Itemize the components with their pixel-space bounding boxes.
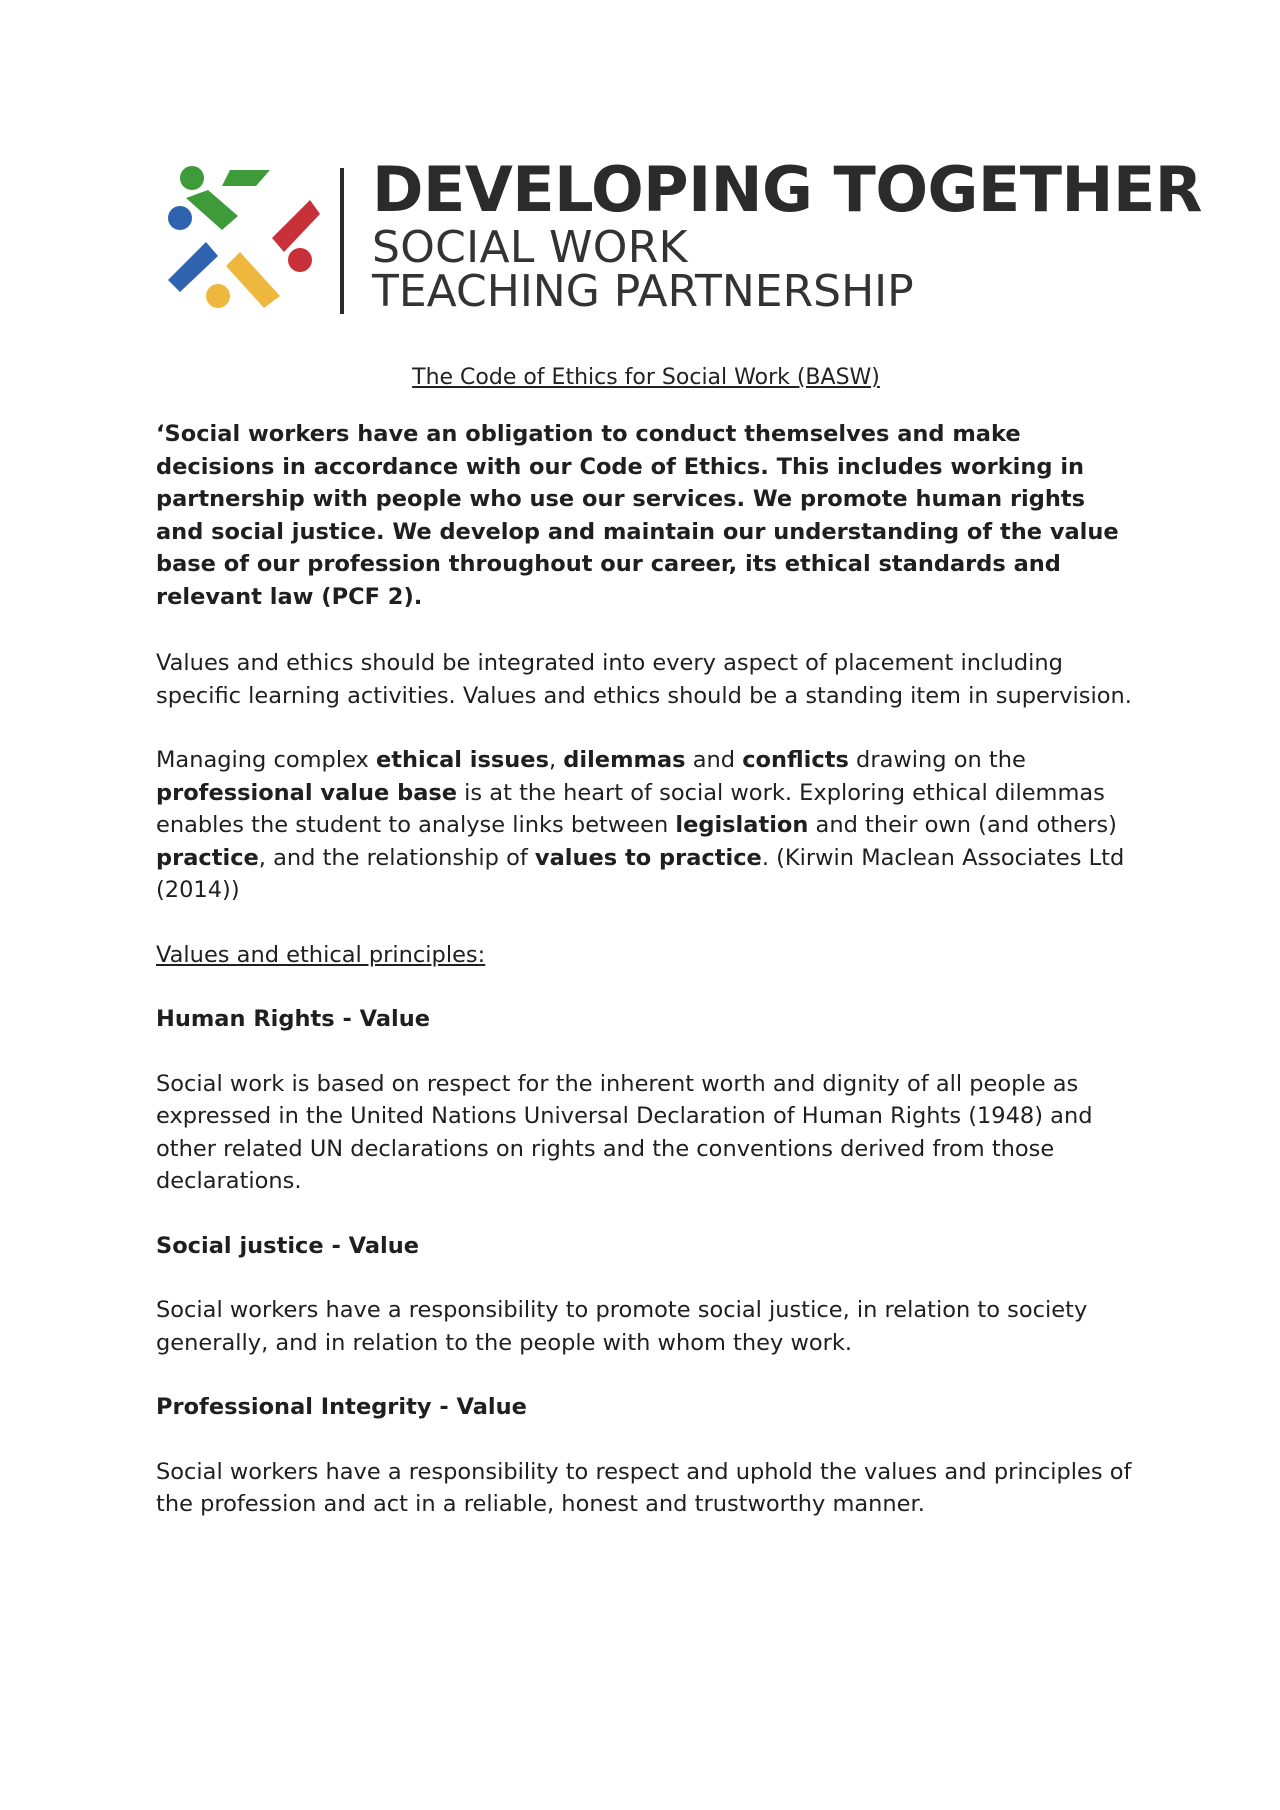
logo-divider xyxy=(340,168,344,314)
logo-subtitle-line-2: TEACHING PARTNERSHIP xyxy=(372,266,914,317)
blue-figure-head-icon xyxy=(168,206,192,230)
principles-heading: Values and ethical principles: xyxy=(156,941,486,968)
partnership-logo-icon xyxy=(160,160,325,320)
pcf-quote: ‘Social workers have an obligation to conduct themselves and make decisions in accordance with our Code of Ethics. This includes working in partnership with people who use our services. We promote human rights and social justice. We develop and maintain our understanding of the value base of our profession throughout our career, its ethical standards and relevant law (PCF 2). xyxy=(156,421,1119,610)
green-figure-arm-right-icon xyxy=(222,170,270,186)
yellow-figure-head-icon xyxy=(206,284,230,308)
managing-paragraph: Managing complex ethical issues, dilemmas and conflicts drawing on the professional value base is at the heart of social work. Exploring ethical dilemmas enables the student to analyse links between legislation and their own (and others) practice, and the relationship of values to practice. (Kirwin Maclean Associates Ltd (2014)) xyxy=(156,747,1125,903)
logo-title: DEVELOPING TOGETHER xyxy=(372,153,1203,226)
value-heading-professional-integrity: Professional Integrity - Value xyxy=(156,1394,527,1420)
red-figure-head-icon xyxy=(288,248,312,272)
document-body xyxy=(156,362,1136,1553)
red-figure-arm-icon xyxy=(272,200,320,252)
blue-figure-arm-icon xyxy=(168,242,218,292)
intro-paragraph: Values and ethics should be integrated into every aspect of placement including specific learning activities. Values and ethics should be a standing item in supervision. xyxy=(156,650,1132,709)
yellow-figure-arm-icon xyxy=(226,252,280,308)
value-text-human-rights: Social work is based on respect for the inherent worth and dignity of all people as expressed in the United Nations Universal Declaration of Human Rights (1948) and other related UN declarations on rights and the conventions derived from those declarations. xyxy=(156,1070,1093,1194)
logo-subtitle-line-1: SOCIAL WORK xyxy=(372,222,688,273)
page-title: The Code of Ethics for Social Work (BASW) xyxy=(412,365,880,390)
value-heading-social-justice: Social justice - Value xyxy=(156,1232,419,1259)
value-text-social-justice: Social workers have a responsibility to promote social justice, in relation to society generally, and in relation to the people with whom they work. xyxy=(156,1297,1088,1356)
value-text-professional-integrity: Social workers have a responsibility to respect and uphold the values and principles of the profession and act in a reliable, honest and trustworthy manner. xyxy=(156,1458,1132,1517)
green-figure-head-icon xyxy=(180,166,204,190)
logo-wordmark xyxy=(372,153,1203,317)
green-figure-arm-icon xyxy=(186,190,238,230)
value-heading-human-rights: Human Rights - Value xyxy=(156,1006,430,1032)
